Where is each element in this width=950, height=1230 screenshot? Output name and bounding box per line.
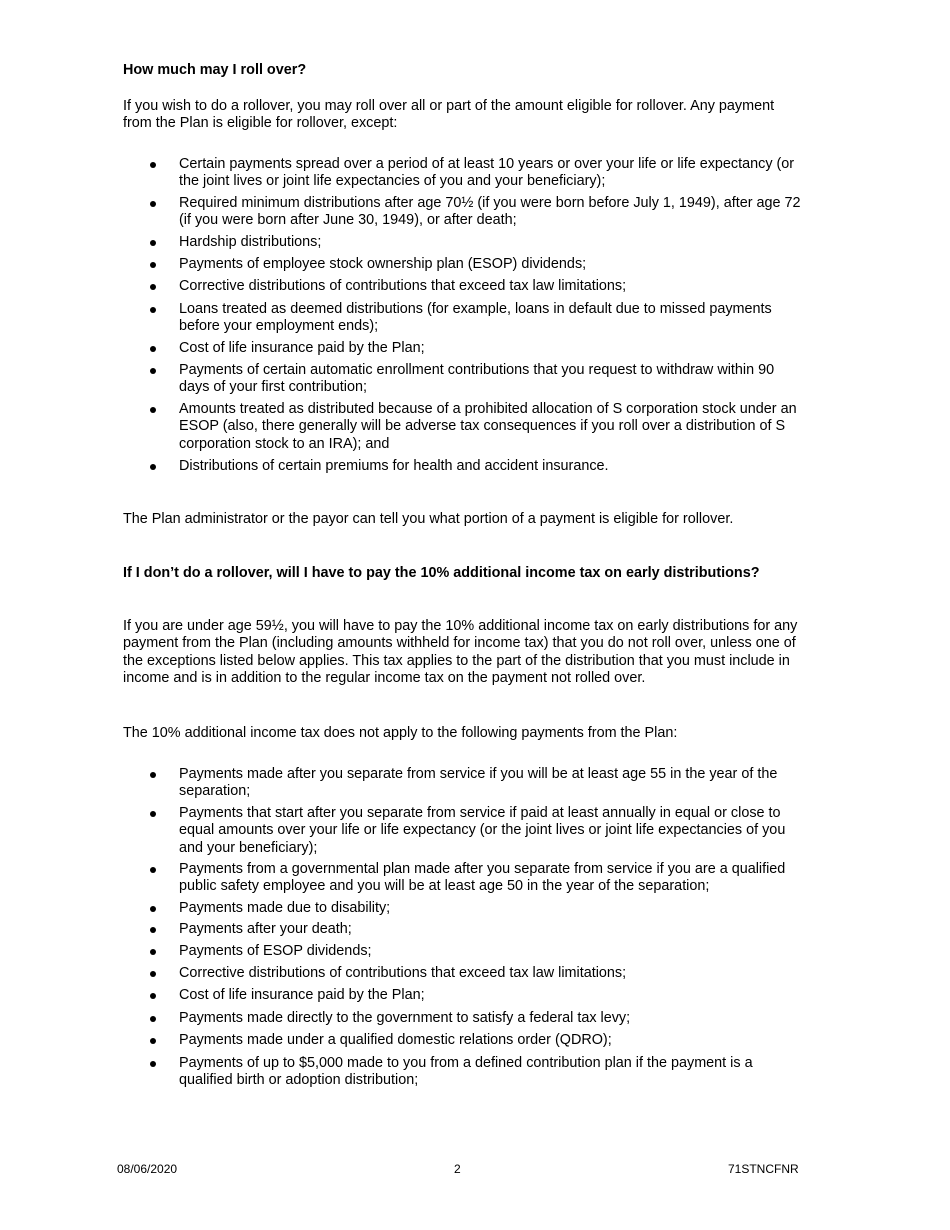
bullet-text: Corrective distributions of contributions that exceed tax law limitations; xyxy=(179,278,627,295)
bullet-item xyxy=(123,156,803,191)
bullet-text: Payments that start after you separate from service if paid at least annually in equal or close to equal amounts over your life or life expectancy (or the joint lives or joint life expectancies of you and your beneficiary); xyxy=(179,804,786,856)
bullet-icon xyxy=(150,906,156,912)
bullet-icon xyxy=(150,867,156,873)
bullet-text: Payments of ESOP dividends; xyxy=(179,942,372,959)
bullet-item xyxy=(123,943,803,960)
bullet-icon xyxy=(150,949,156,955)
bullet-item xyxy=(123,1055,803,1090)
bullet-item xyxy=(123,1010,803,1027)
bullet-item xyxy=(123,256,803,273)
bullet-icon xyxy=(150,464,156,470)
bullet-item xyxy=(123,900,803,917)
bullet-icon xyxy=(150,262,156,268)
bullet-text: Required minimum distributions after age 70½ (if you were born before July 1, 1949), after age 72 (if you were born after June 30, 1949), or after death; xyxy=(179,194,801,229)
bullet-icon xyxy=(150,284,156,290)
bullet-text: Payments of employee stock ownership plan (ESOP) dividends; xyxy=(179,256,587,273)
bullet-icon xyxy=(150,811,156,817)
bullet-icon xyxy=(150,1016,156,1022)
bullet-text: Loans treated as deemed distributions (for example, loans in default due to missed payments before your employment ends); xyxy=(179,300,772,335)
bullet-icon xyxy=(150,240,156,246)
bullet-item xyxy=(123,301,803,336)
bullet-item xyxy=(123,278,803,295)
bullet-item xyxy=(123,362,803,397)
bullet-text: Payments of certain automatic enrollment contributions that you request to withdraw within 90 days of your first contribution; xyxy=(179,362,775,396)
footer-date: 08/06/2020 xyxy=(117,1162,178,1176)
tax-exceptions-intro: The 10% additional income tax does not apply to the following payments from the Plan: xyxy=(123,725,678,741)
bullet-text: Payments made after you separate from service if you will be at least age 55 in the year of the separation; xyxy=(179,766,778,800)
bullet-text: Amounts treated as distributed because of a prohibited allocation of S corporation stock under an ESOP (also, there generally will be adverse tax consequences if you roll over a distribution of S corporation stock to an IRA); and xyxy=(179,400,797,452)
rollover-exceptions-list xyxy=(123,156,803,476)
footer-document-code: 71STNCFNR xyxy=(728,1162,799,1176)
bullet-text: Corrective distributions of contributions that exceed tax law limitations; xyxy=(179,965,627,982)
bullet-icon xyxy=(150,162,156,168)
bullet-text: Payments after your death; xyxy=(179,921,352,938)
bullet-item xyxy=(123,766,803,801)
bullet-item xyxy=(123,921,803,938)
bullet-item xyxy=(123,987,803,1004)
bullet-icon xyxy=(150,368,156,374)
bullet-item xyxy=(123,234,803,251)
bullet-item xyxy=(123,1032,803,1049)
bullet-icon xyxy=(150,971,156,977)
tax-exceptions-list xyxy=(123,766,803,1090)
bullet-icon xyxy=(150,1061,156,1067)
bullet-text: Cost of life insurance paid by the Plan; xyxy=(179,987,425,1004)
bullet-text: Payments from a governmental plan made after you separate from service if you are a qualified public safety employee and you will be at least age 50 in the year of the separation; xyxy=(179,861,786,895)
early-distribution-tax-heading: If I don’t do a rollover, will I have to pay the 10% additional income tax on early distributions? xyxy=(123,565,760,581)
bullet-text: Cost of life insurance paid by the Plan; xyxy=(179,339,425,356)
bullet-item xyxy=(123,861,803,896)
rollover-amount-heading: How much may I roll over? xyxy=(123,62,307,78)
bullet-text: Payments made under a qualified domestic relations order (QDRO); xyxy=(179,1032,612,1049)
rollover-intro-paragraph: If you wish to do a rollover, you may roll over all or part of the amount eligible for rollover. Any payment from the Plan is eligible for rollover, except: xyxy=(123,98,775,132)
bullet-item xyxy=(123,458,803,475)
bullet-item xyxy=(123,805,803,857)
bullet-text: Payments made directly to the government to satisfy a federal tax levy; xyxy=(179,1009,631,1026)
bullet-icon xyxy=(150,927,156,933)
bullet-text: Payments of up to $5,000 made to you from a defined contribution plan if the payment is a qualified birth or adoption distribution; xyxy=(179,1054,753,1089)
bullet-text: Payments made due to disability; xyxy=(179,899,391,916)
early-distribution-tax-paragraph: If you are under age 59½, you will have to pay the 10% additional income tax on early distributions for any payment from the Plan (including amounts withheld for income tax) that you do not roll over, unless one of the exceptions listed below applies. This tax applies to the part of the distribution that you must include in income and is in addition to the regular income tax on the payment not rolled over. xyxy=(123,618,798,687)
bullet-text: Distributions of certain premiums for health and accident insurance. xyxy=(179,458,609,475)
footer-page-number: 2 xyxy=(454,1162,461,1176)
bullet-icon xyxy=(150,307,156,313)
bullet-item xyxy=(123,195,803,230)
bullet-text: Hardship distributions; xyxy=(179,233,322,250)
bullet-icon xyxy=(150,772,156,778)
bullet-item xyxy=(123,401,803,453)
bullet-icon xyxy=(150,1038,156,1044)
rollover-closing-paragraph: The Plan administrator or the payor can tell you what portion of a payment is eligible for rollover. xyxy=(123,511,734,527)
bullet-text: Certain payments spread over a period of at least 10 years or over your life or life expectancy (or the joint lives or joint life expectancies of you and your beneficiary); xyxy=(179,156,795,190)
bullet-icon xyxy=(150,407,156,413)
bullet-icon xyxy=(150,993,156,999)
bullet-icon xyxy=(150,201,156,207)
bullet-item xyxy=(123,340,803,357)
bullet-item xyxy=(123,965,803,982)
bullet-icon xyxy=(150,346,156,352)
